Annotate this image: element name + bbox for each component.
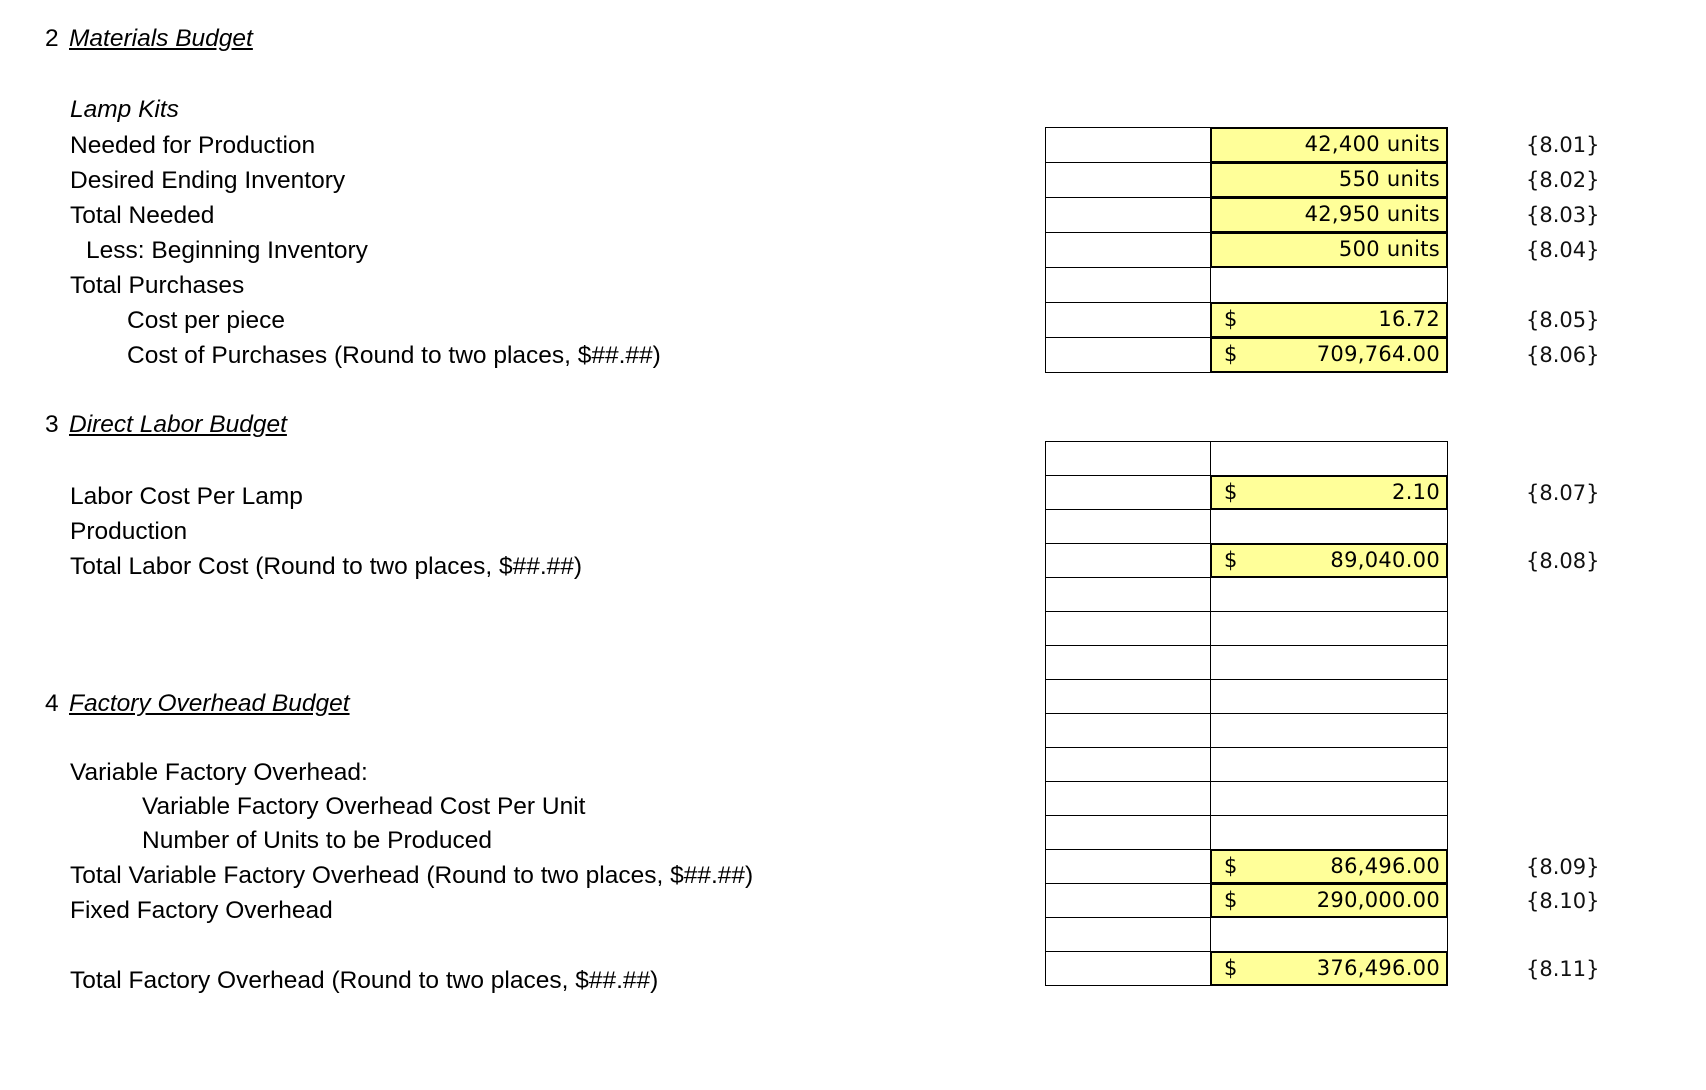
ref-code-8-01: {8.01} — [1526, 133, 1600, 157]
blank-cell — [1045, 951, 1211, 986]
currency-sign: $ — [1224, 480, 1238, 504]
blank-cell — [1045, 679, 1211, 714]
variable-factory-overhead-label: Variable Factory Overhead: — [70, 759, 368, 786]
blank-cell — [1045, 162, 1211, 198]
total-factory-overhead-label: Total Factory Overhead (Round to two places, $##.##) — [70, 967, 659, 994]
desired-ending-inventory-label: Desired Ending Inventory — [70, 167, 346, 194]
ref-code-8-04: {8.04} — [1526, 238, 1600, 262]
needed-for-production-label: Needed for Production — [70, 132, 316, 159]
blank-cell — [1210, 917, 1448, 952]
section-number: 4 — [45, 690, 59, 717]
ref-code-8-11: {8.11} — [1526, 957, 1600, 981]
value-text: 42,400 units — [1304, 132, 1440, 156]
blank-cell — [1045, 302, 1211, 338]
blank-cell — [1045, 713, 1211, 748]
value-text: 89,040.00 — [1330, 548, 1440, 572]
ref-code-8-06: {8.06} — [1526, 343, 1600, 367]
blank-cell — [1045, 815, 1211, 850]
blank-cell — [1045, 781, 1211, 816]
blank-cell — [1210, 679, 1448, 714]
blank-cell — [1210, 645, 1448, 680]
units-to-be-produced-label: Number of Units to be Produced — [142, 827, 492, 854]
ref-code-8-08: {8.08} — [1526, 549, 1600, 573]
answer-cell-8-02[interactable] — [1210, 162, 1448, 198]
blank-cell — [1045, 849, 1211, 884]
currency-sign: $ — [1224, 342, 1238, 366]
answer-cell-8-05[interactable] — [1210, 302, 1448, 338]
value-text: 42,950 units — [1304, 202, 1440, 226]
lamp-kits-label: Lamp Kits — [70, 96, 179, 123]
answer-cell-8-04[interactable] — [1210, 232, 1448, 268]
blank-cell — [1210, 747, 1448, 782]
value-text: 709,764.00 — [1316, 342, 1440, 366]
value-text: 2.10 — [1392, 480, 1440, 504]
answer-cell-8-09[interactable] — [1210, 849, 1448, 884]
section-heading-overhead — [45, 689, 350, 719]
currency-sign: $ — [1224, 854, 1238, 878]
blank-cell — [1045, 337, 1211, 373]
value-text: 500 units — [1338, 237, 1440, 261]
total-needed-label: Total Needed — [70, 202, 215, 229]
currency-sign: $ — [1224, 956, 1238, 980]
currency-sign: $ — [1224, 307, 1238, 331]
blank-cell — [1045, 645, 1211, 680]
ref-code-8-10: {8.10} — [1526, 889, 1600, 913]
section-heading-labor — [45, 410, 287, 440]
blank-cell — [1210, 781, 1448, 816]
total-variable-overhead-label: Total Variable Factory Overhead (Round to two places, $##.##) — [70, 862, 754, 889]
variable-cost-per-unit-label: Variable Factory Overhead Cost Per Unit — [142, 793, 586, 820]
section-title: Factory Overhead Budget — [69, 690, 350, 717]
blank-cell — [1210, 267, 1448, 303]
blank-cell — [1210, 611, 1448, 646]
blank-cell — [1210, 815, 1448, 850]
blank-cell — [1045, 611, 1211, 646]
answer-cell-8-11[interactable] — [1210, 951, 1448, 986]
answer-cell-8-07[interactable] — [1210, 475, 1448, 510]
cost-per-piece-label: Cost per piece — [127, 307, 285, 334]
total-purchases-label: Total Purchases — [70, 272, 245, 299]
answer-cell-8-10[interactable] — [1210, 883, 1448, 918]
ref-code-8-02: {8.02} — [1526, 168, 1600, 192]
blank-cell — [1045, 232, 1211, 268]
ref-code-8-07: {8.07} — [1526, 481, 1600, 505]
blank-cell — [1045, 577, 1211, 612]
blank-cell — [1045, 883, 1211, 918]
blank-cell — [1045, 197, 1211, 233]
section-heading-materials — [45, 24, 253, 54]
blank-cell — [1210, 577, 1448, 612]
blank-cell — [1045, 441, 1211, 476]
total-labor-cost-label: Total Labor Cost (Round to two places, $##.##) — [70, 553, 583, 580]
blank-cell — [1045, 267, 1211, 303]
ref-code-8-05: {8.05} — [1526, 308, 1600, 332]
answer-cell-8-08[interactable] — [1210, 543, 1448, 578]
value-text: 376,496.00 — [1316, 956, 1440, 980]
section-number: 2 — [45, 25, 59, 52]
labor-cost-per-lamp-label: Labor Cost Per Lamp — [70, 483, 303, 510]
blank-cell — [1045, 917, 1211, 952]
blank-cell — [1210, 713, 1448, 748]
blank-cell — [1045, 543, 1211, 578]
section-title: Materials Budget — [69, 25, 253, 52]
section-title: Direct Labor Budget — [69, 411, 287, 438]
ref-code-8-09: {8.09} — [1526, 855, 1600, 879]
ref-code-8-03: {8.03} — [1526, 203, 1600, 227]
section-number: 3 — [45, 411, 59, 438]
cost-of-purchases-label: Cost of Purchases (Round to two places, $##.##) — [127, 342, 661, 369]
currency-sign: $ — [1224, 888, 1238, 912]
value-text: 550 units — [1338, 167, 1440, 191]
value-text: 16.72 — [1378, 307, 1440, 331]
value-text: 290,000.00 — [1316, 888, 1440, 912]
less-beginning-inventory-label: Less: Beginning Inventory — [86, 237, 368, 264]
production-label: Production — [70, 518, 188, 545]
blank-cell — [1045, 475, 1211, 510]
blank-cell — [1210, 509, 1448, 544]
answer-cell-8-01[interactable] — [1210, 127, 1448, 163]
blank-cell — [1045, 127, 1211, 163]
currency-sign: $ — [1224, 548, 1238, 572]
blank-cell — [1045, 747, 1211, 782]
value-text: 86,496.00 — [1330, 854, 1440, 878]
blank-cell — [1210, 441, 1448, 476]
blank-cell — [1045, 509, 1211, 544]
answer-cell-8-06[interactable] — [1210, 337, 1448, 373]
fixed-factory-overhead-label: Fixed Factory Overhead — [70, 897, 333, 924]
answer-cell-8-03[interactable] — [1210, 197, 1448, 233]
